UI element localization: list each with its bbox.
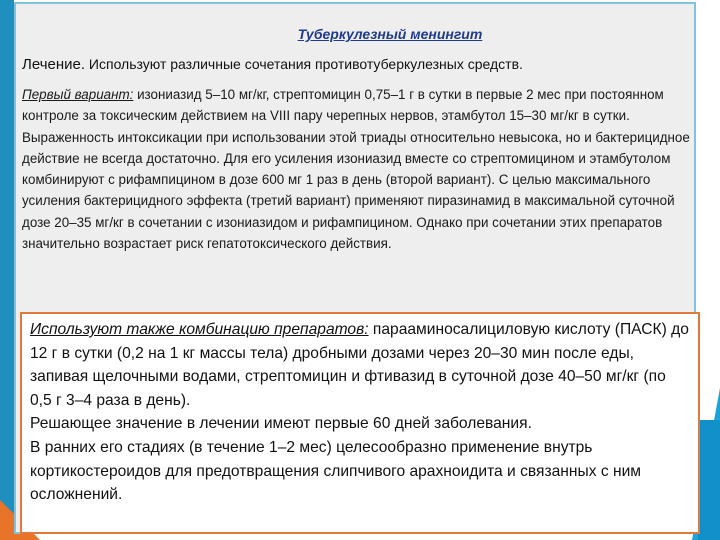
corticosteroid-text: В ранних его стадиях (в течение 1–2 мес) целесообразно применение внутрь кортикостероидов для предотвращения слипчивого арахноидита и связанных с ним осложнений.: [30, 438, 642, 504]
slide-title: Туберкулезный менингит: [297, 26, 483, 42]
highlight-box: [20, 312, 700, 534]
first-variant-lead: Первый вариант:: [22, 87, 134, 102]
intro-line: [22, 56, 692, 73]
intro-text: Используют различные сочетания противотуберкулезных средств.: [85, 56, 523, 72]
decor-right-bar: [698, 420, 720, 540]
decor-left-bar: [0, 0, 14, 540]
key-period-text: Решающее значение в лечении имеют первые 60 дней заболевания.: [30, 415, 532, 433]
intro-label: Лечение.: [22, 56, 86, 73]
combination-text: парааминосалициловую кислоту (ПАСК) до 12 г в сутки (0,2 на 1 кг массы тела) дробными дозами через 20–30 мин после еды, запивая щелочными водами, стрептомицин и фтивазид в суточной дозе 40–50 мг/кг (по 0,5 г 3–4 раза в день).: [30, 321, 689, 409]
paragraph-first-variant: [22, 84, 690, 254]
combination-lead: Используют также комбинацию препаратов:: [30, 321, 369, 338]
first-variant-text: изониазид 5–10 мг/кг, стрептомицин 0,75–1 г в сутки в первые 2 мес при постоянном контроле за токсическим действием на VIII пару черепных нервов, этамбутол 15–30 мг/кг в сутки. Выраженность интоксикации при использовании этой триады относительно невысока, но и бактерицидное действие не всегда достаточно. Для его усиления изониазид вместе со стрептомицином и этамбутолом комбинируют с рифампицином в дозе 600 мг 1 раз в день (второй вариант). С целью максимального усиления бактерицидного эффекта (третий вариант) применяют пиразинамид в максимальной суточной дозе 20–35 мг/кг в сочетании с изониазидом и рифампицином. Однако при сочетании этих препаратов значительно возрастает риск гепатотоксического действия.: [22, 87, 690, 252]
